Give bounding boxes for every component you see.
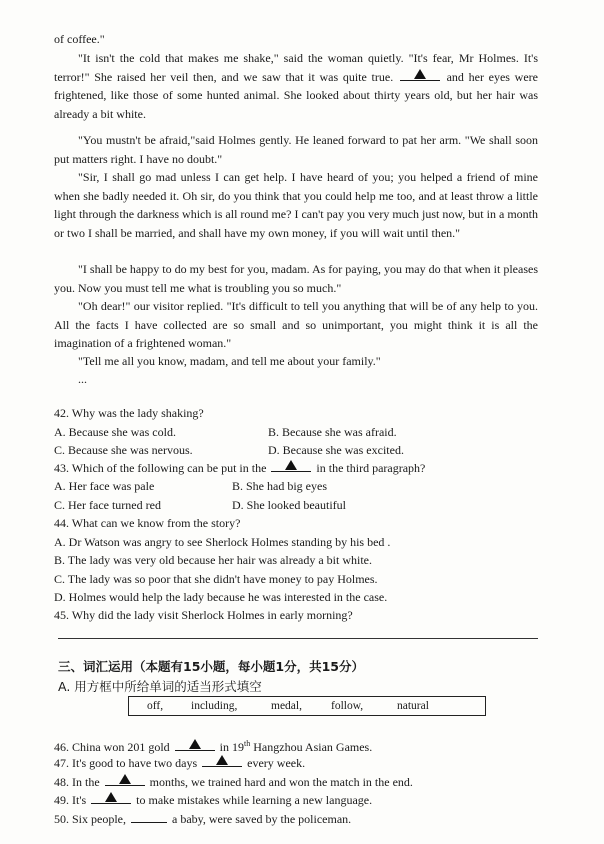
q44-option-c: C. The lady was so poor that she didn't have money to pay Holmes. <box>54 572 378 586</box>
passage-p1-text: "It isn't the cold that makes me shake," said the woman quietly. "It's fear, Mr Holmes. It's terror!" She raised her veil then, and we saw that it was quite true. <box>54 51 538 84</box>
q43-stem-before: 43. Which of the following can be put in the <box>54 461 267 475</box>
passage-paragraph-5: "Oh dear!" our visitor replied. "It's difficult to tell you anything that will be of any help to you. All the facts I have collected are so small and so unimportant, you might think it is all the imagination of a frightened woman." <box>54 299 538 350</box>
passage-paragraph-1 <box>54 49 538 123</box>
q43-stem-after: in the third paragraph? <box>316 461 426 475</box>
blank-q43 <box>271 460 311 472</box>
passage-paragraph-2: "You mustn't be afraid,"said Holmes gently. He leaned forward to pat her arm. "We shall soon put matters right. I have no doubt." <box>54 133 538 166</box>
answer-line <box>58 638 538 639</box>
q48-before: 48. In the <box>54 775 100 789</box>
passage-paragraph-4: "I shall be happy to do my best for you, madam. As for paying, you may do that when it pleases you. Now you must tell me what is troubling you so much." <box>54 262 538 295</box>
word-box-item: follow, <box>331 700 364 712</box>
q46-superscript: th <box>244 739 251 748</box>
passage-ellipsis: ... <box>78 372 87 386</box>
q50-before: 50. Six people, <box>54 812 126 826</box>
word-box-item: medal, <box>271 700 302 712</box>
q42-option-d: D. Because she was excited. <box>268 443 404 457</box>
q45-stem: 45. Why did the lady visit Sherlock Holmes in early morning? <box>54 608 353 622</box>
q49-after: to make mistakes while learning a new language. <box>136 793 373 807</box>
triangle-icon <box>414 69 426 79</box>
q43-option-a: A. Her face was pale <box>54 479 155 493</box>
word-box <box>128 696 486 716</box>
q44-option-d: D. Holmes would help the lady because he was interested in the case. <box>54 590 388 604</box>
section-3-title: 三、词汇运用（本题有15小题，每小题1分，共15分） <box>58 659 364 674</box>
blank-46 <box>175 739 215 751</box>
q44-option-a: A. Dr Watson was angry to see Sherlock Holmes standing by his bed . <box>54 535 391 549</box>
blank-43 <box>400 69 440 81</box>
triangle-icon <box>119 774 131 784</box>
passage-paragraph-6: "Tell me all you know, madam, and tell me about your family." <box>78 354 381 368</box>
word-box-item: off, <box>147 700 164 712</box>
q43-option-c: C. Her face turned red <box>54 498 161 512</box>
passage-paragraph-3: "Sir, I shall go mad unless I can get help. I have heard of you; you helped a friend of mine when she badly needed it. Oh sir, do you think that you could help me too, and at least throw a little light through the darkness which is all round me? I can't pay you very much just now, but in a month or two I shall be married, and shall have my own money, if you will wait until then." <box>54 170 538 240</box>
q46 <box>54 736 372 755</box>
word-box-item: natural <box>397 700 429 712</box>
blank-47 <box>202 755 242 767</box>
passage-p1-after: and her eyes were frightened, like those of some hunted animal. She looked about thirty years old, but her hair was already a bit white. <box>54 69 538 121</box>
blank-49 <box>91 792 131 804</box>
q49-before: 49. It's <box>54 793 87 807</box>
q50-after: a baby, were saved by the policeman. <box>172 812 352 826</box>
passage-paragraph-0: of coffee." <box>54 32 105 46</box>
q44-stem: 44. What can we know from the story? <box>54 516 241 530</box>
q42-stem: 42. Why was the lady shaking? <box>54 406 204 420</box>
q44-option-b: B. The lady was very old because her hair was already a bit white. <box>54 553 372 567</box>
triangle-icon <box>216 755 228 765</box>
q42-option-c: C. Because she was nervous. <box>54 443 193 457</box>
q43-option-b: B. She had big eyes <box>232 479 327 493</box>
section-3-instruction: A. 用方框中所给单词的适当形式填空 <box>58 679 262 694</box>
blank-50 <box>131 811 167 823</box>
q47 <box>54 755 305 771</box>
word-box-item: including, <box>191 700 238 712</box>
triangle-icon <box>105 792 117 802</box>
q46-before: 46. China won 201 gold <box>54 740 170 754</box>
q42-option-a: A. Because she was cold. <box>54 425 176 439</box>
q49 <box>54 792 372 808</box>
q48-after: months, we trained hard and won the match in the end. <box>149 775 413 789</box>
triangle-icon <box>285 460 297 470</box>
q46-end: Hangzhou Asian Games. <box>250 740 373 754</box>
q43-stem <box>54 460 425 476</box>
q48 <box>54 774 413 790</box>
q46-after: in 19 <box>219 740 245 754</box>
q47-before: 47. It's good to have two days <box>54 756 198 770</box>
q43-option-d: D. She looked beautiful <box>232 498 346 512</box>
q47-after: every week. <box>247 756 306 770</box>
q42-option-b: B. Because she was afraid. <box>268 425 397 439</box>
blank-48 <box>105 774 145 786</box>
q50 <box>54 811 351 827</box>
triangle-icon <box>189 739 201 749</box>
